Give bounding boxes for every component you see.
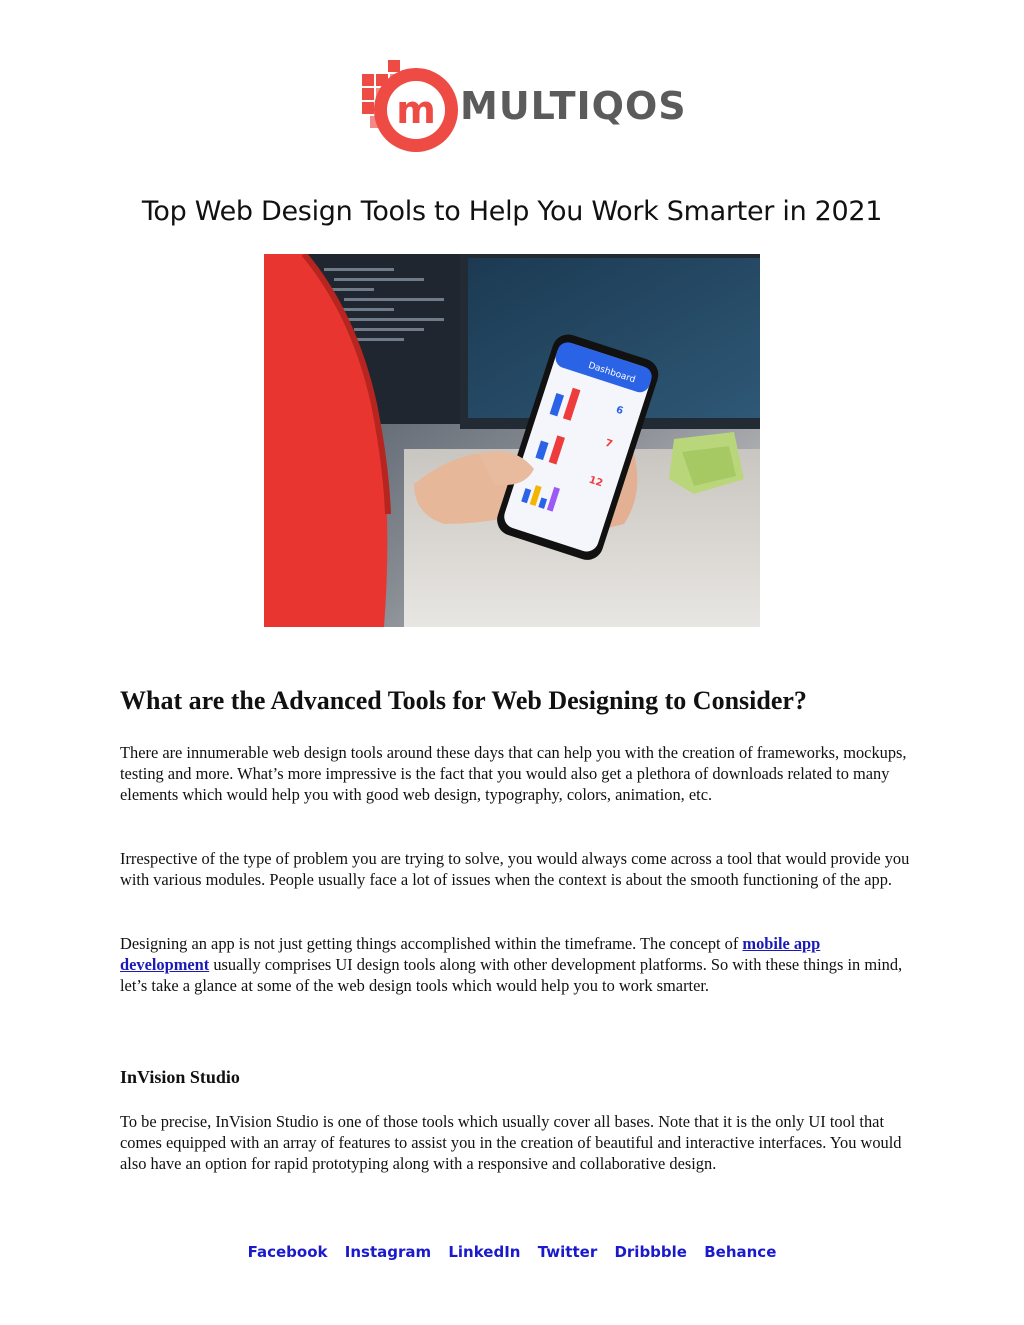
paragraph-intro: There are innumerable web design tools around these days that can help you with the creation of frameworks, mockups, testing and more. What’s more impressive is the fact that you would also get a plethora of downloads related to many elements which would help you with good web design, typography, colors, animation, etc. [120,743,907,804]
svg-text:m: m [396,88,436,132]
phone-dashboard-label: Dashboard [586,360,637,386]
footer-social-links [0,1243,1024,1261]
svg-text:6: 6 [614,404,625,418]
paragraph-text: usually comprises UI design tools along with other development platforms. So with these things in mind, let’s take a glance at some of the web design tools which would help you to work smarter. [120,955,903,995]
linkedin-link[interactable]: LinkedIn [448,1243,521,1261]
section-heading-advanced-tools: What are the Advanced Tools for Web Designing to Consider? [120,686,807,715]
hero-image [264,254,760,627]
svg-text:7: 7 [603,437,614,451]
brand-wordmark: MULTIQOS [460,84,687,128]
mobile-app-development-link[interactable]: mobile app development [120,934,821,974]
paragraph-app-design [120,933,910,996]
facebook-link[interactable]: Facebook [247,1243,328,1261]
paragraph-invision: To be precise, InVision Studio is one of those tools which usually cover all bases. Note that it is the only UI tool that comes equipped with an array of features to assist you in the creation of beautiful and interactive interfaces. You would also have an option for rapid prototyping along with a responsive and collaborative design. [120,1112,902,1173]
twitter-link[interactable]: Twitter [537,1243,598,1261]
paragraph-text: Designing an app is not just getting things accomplished within the timeframe. The concept of [120,934,743,953]
svg-text:12: 12 [587,474,605,490]
dribbble-link[interactable]: Dribbble [614,1243,687,1261]
page-title: Top Web Design Tools to Help You Work Smarter in 2021 [141,196,883,227]
paragraph-problems: Irrespective of the type of problem you are trying to solve, you would always come across a tool that would provide you with various modules. People usually face a lot of issues when the context is about the smooth functioning of the app. [120,849,910,889]
section-heading-invision-studio: InVision Studio [120,1067,240,1087]
behance-link[interactable]: Behance [704,1243,777,1261]
instagram-link[interactable]: Instagram [344,1243,432,1261]
